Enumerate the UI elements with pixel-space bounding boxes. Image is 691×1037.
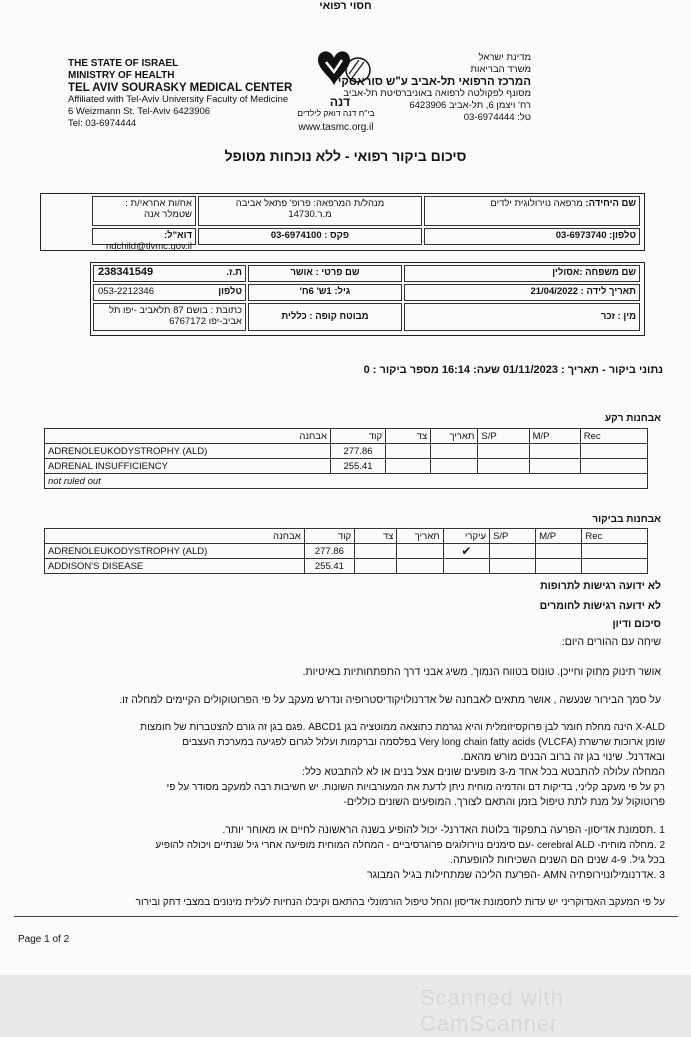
patient-address-cell	[93, 303, 246, 331]
patient-address-line1: כתובת : בושם 87 תלאביב -יפו תל	[109, 305, 242, 316]
clinic-name-label: שם היחידה:	[585, 198, 636, 209]
diagnosis-code: 277.86	[304, 544, 354, 559]
col-diagnosis: אבחנה	[45, 429, 331, 444]
col-mp: M/P	[529, 429, 580, 444]
clinic-email: ndchild@tlvmc.gov.il	[105, 241, 192, 252]
header-en-line1: THE STATE OF ISRAEL	[68, 58, 179, 69]
col-main: עיקרי	[443, 529, 489, 544]
visit-details: נתוני ביקור - תאריך : 01/11/2023 שעה: 16:14 מספר ביקור : 0	[363, 364, 663, 376]
clinic-license: מ.ר.14730	[288, 209, 332, 220]
diagnosis-name: ADRENOLEUKODYSTROPHY (ALD)	[45, 444, 331, 459]
diagnosis-name: ADRENAL INSUFFICIENCY	[45, 459, 331, 474]
clinic-name-cell	[424, 196, 640, 226]
background-diagnoses-table	[44, 428, 648, 489]
col-code: קוד	[304, 529, 354, 544]
col-code: קוד	[330, 429, 385, 444]
patient-sex-cell	[404, 303, 640, 331]
clinic-email-cell	[92, 228, 196, 252]
material-allergy: לא ידועה רגישות לחומרים	[539, 600, 661, 612]
visit-diagnoses-title: אבחנות בביקור	[592, 514, 661, 525]
header-en-address: 6 Weizmann St. Tel-Aviv 6423906	[68, 106, 211, 117]
header-en-affiliation: Affiliated with Tel-Aviv University Faculty of Medicine	[68, 94, 289, 105]
logo-name: דנה	[329, 95, 351, 109]
clinic-director: מנהל/ת המרפאה: פרופ' פתאל אביבה	[235, 198, 385, 209]
col-side: צד	[355, 529, 397, 544]
diagnosis-note: not ruled out	[45, 474, 648, 489]
patient-id: 238341549	[98, 266, 154, 278]
body-line-7: המחלה עלולה להתבטא בכל אחד מ-3 מופעים שונים אצל בנים או לא להתבטא כלל:	[302, 766, 665, 778]
body-line-6: ובאדרנל. שינוי בגן זה ברוב הבנים מורש מהאם.	[460, 751, 665, 763]
col-date: תאריך	[431, 429, 478, 444]
confidential-label: חסוי רפואי	[319, 0, 372, 12]
header-he-address: רח' ויצמן 6, תל-אביב 6423906	[409, 100, 531, 111]
clinic-director-cell	[198, 196, 422, 226]
table-row	[45, 444, 648, 459]
drug-allergy: לא ידועה רגישות לתרופות	[540, 580, 661, 592]
col-date: תאריך	[397, 529, 443, 544]
body-line-1: שיחה עם ההורים היום:	[561, 636, 661, 648]
clinic-phone-cell	[424, 228, 640, 245]
patient-dob: תאריך לידה : 21/04/2022	[530, 286, 636, 297]
patient-hmo-cell	[248, 303, 402, 331]
header-he-line2: משרד הבריאות	[470, 64, 531, 75]
body-line-13: 3 .אדרנומילונוירופתיה AMN -הפרעת הליכה שמתחילות בגיל המבוגר	[367, 869, 665, 881]
diagnosis-code: 277.86	[330, 444, 385, 459]
col-diagnosis: אבחנה	[45, 529, 305, 544]
diagnosis-code: 255.41	[304, 559, 354, 574]
patient-hmo: מבוטח קופה : כללית	[281, 311, 369, 322]
header-en-hospital: TEL AVIV SOURASKY MEDICAL CENTER	[68, 82, 293, 94]
visit-diagnoses-table	[44, 528, 648, 574]
body-line-11: 2 .מחלה מוחית- cerebral ALD -עם סימנים נוירולוגים פרוגרסיביים - המחלה המוחית מופיעה אחרי גיל שנתיים ויכולה להופיע	[155, 840, 665, 851]
table-row	[45, 459, 648, 474]
table-header-row	[45, 429, 648, 444]
col-sp: S/P	[478, 429, 529, 444]
hospital-logo-icon	[312, 46, 372, 92]
clinic-name-value: מרפאה נוירולוגית ילדים	[490, 198, 583, 209]
header-english	[68, 58, 292, 130]
clinic-email-label: דוא"ל:	[164, 230, 192, 241]
body-line-12: בכל גיל. 4-9 שנים הם השנים השכיחות להופעתה.	[450, 854, 665, 866]
patient-family-cell	[404, 265, 640, 282]
logo-url: www.tasmc.org.il	[298, 122, 374, 133]
table-row	[45, 544, 648, 559]
header-he-affiliation: מסונף לפקולטה לרפואה באוניברסיטת תל-אביב	[343, 88, 531, 99]
background-diagnoses-title: אבחנות רקע	[605, 413, 661, 424]
col-sp: S/P	[490, 529, 536, 544]
body-line-9: פרוטוקול על מנת לתת טיפול בזמן והתאם לצורך. המופעים השונים כוללים-	[343, 796, 665, 808]
patient-address-line2: אביב-יפו 6767172	[169, 316, 242, 327]
patient-first-name: שם פרטי : אושר	[290, 267, 360, 278]
table-row	[45, 474, 648, 489]
header-he-hospital: המרכז הרפואי תל-אביב ע"ש סוראסקי	[337, 76, 531, 88]
patient-phone-label: טלפון	[218, 286, 242, 297]
patient-id-label: ת.ז.	[226, 267, 242, 278]
header-en-phone: Tel: 03-6974444	[68, 118, 137, 129]
main-check-icon: ✔	[443, 544, 489, 559]
clinic-phone: טלפון: 03-6973740	[555, 230, 636, 241]
diagnosis-name: ADRENOLEUKODYSTROPHY (ALD)	[45, 544, 305, 559]
logo-subtitle: בי"ח דנה דואק לילדים	[297, 108, 375, 118]
table-row	[45, 559, 648, 574]
scan-watermark: Scanned with CamScanner	[420, 985, 565, 1036]
header-he-line1: מדינת ישראל	[478, 52, 531, 63]
diagnosis-name: ADDISON'S DISEASE	[45, 559, 305, 574]
col-rec: Rec	[580, 429, 647, 444]
patient-dob-cell	[404, 284, 640, 301]
clinic-fax-cell	[198, 228, 422, 245]
patient-age: גיל: 1ש' 6ח'	[299, 286, 351, 297]
clinic-nurse-cell	[92, 196, 196, 226]
col-mp: M/P	[536, 529, 582, 544]
body-line-10: 1 .תסמונת אדיסון- הפרעה בתפקוד בלוטת האדרנל- יכול להופיע בשנה הראשונה לחיים או מאוחר יותר.	[222, 824, 665, 836]
patient-sex: מין : זכר	[600, 311, 636, 322]
col-side: צד	[386, 429, 431, 444]
document-title: סיכום ביקור רפואי - ללא נוכחות מטופל	[224, 148, 467, 164]
diagnosis-code: 255.41	[330, 459, 385, 474]
body-line-5: שומן ארוכות שרשרת (Very long chain fatty acids (VLCFA בפלסמה וברקמות ועלול לגרום לפגיעה במערכת העצבים	[182, 737, 665, 748]
patient-first-cell	[248, 265, 402, 282]
body-line-8: רק על פי מעקב קליני, בדיקות דם והדמיה מוחית ניתן לדעת את המעורבויות השונות. יש חשיבות רבה למעקב מסודר על פי	[166, 782, 665, 793]
patient-id-cell	[93, 265, 246, 282]
clinic-fax: פקס : 03-6974100	[270, 230, 350, 241]
table-header-row	[45, 529, 648, 544]
body-line-3: על סמך הבירור שנעשה , אושר מתאים לאבחנה של אדרנולויקודיסטרופיה ונדרש מעקב על פי הפרוטוקולים הקיימים למחלה זו.	[119, 694, 661, 706]
header-en-line2: MINISTRY OF HEALTH	[68, 70, 175, 81]
footer-divider	[14, 916, 678, 917]
clinic-nurse: אח/ות אחראי/ת : שטמלר אנה	[125, 198, 192, 220]
page-number: Page 1 of 2	[18, 934, 70, 945]
header-he-phone: טל: 03-6974444	[463, 112, 531, 123]
summary-title: סיכום ודיון	[612, 618, 661, 630]
patient-family-name: שם משפחה :אסולין	[552, 267, 636, 278]
body-line-2: אושר תינוק מתוק וחייכן. טונוס בטווח הנמוך. משיג אבני דרך התפתחותיות באיטיות.	[302, 666, 661, 678]
body-line-14: על פי המעקב האנדוקריני יש עדות לתסמונת אדיסון והחל טיפול הורמונלי בהתאם וקיבלו הנחיות לעלית מינונים במצבי דחק ובירור	[135, 897, 665, 908]
patient-age-cell	[248, 284, 402, 301]
patient-phone: 053-2212346	[98, 286, 154, 297]
patient-phone-cell	[93, 284, 246, 301]
main-check-cell	[443, 559, 489, 574]
col-rec: Rec	[582, 529, 648, 544]
body-line-4: X-ALD הינה מחלת חומר לבן פרוקסיזומלית והיא נגרמת כתוצאה ממוטציה בגן ABCD1 .פגם בגן זה גורם להצטברות של חומצות	[140, 722, 665, 733]
